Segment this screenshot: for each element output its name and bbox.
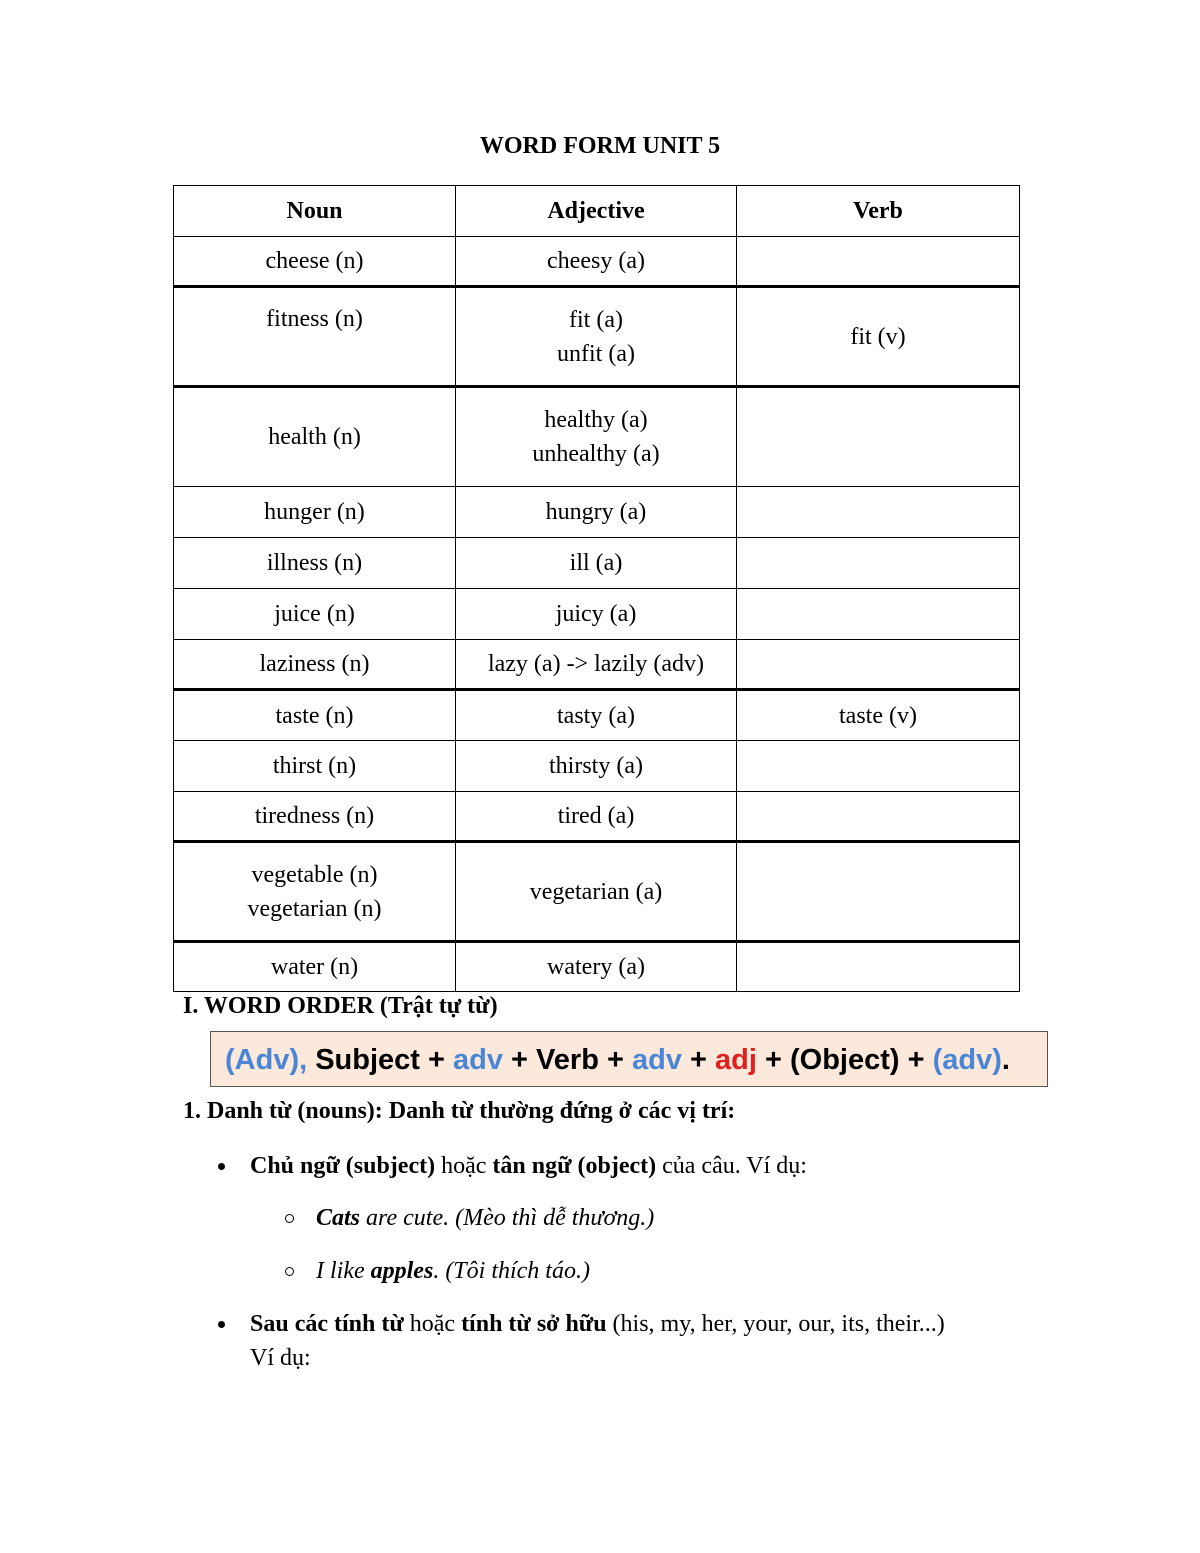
- table-row: [174, 589, 1020, 640]
- adjective-cell: ill (a): [456, 538, 737, 589]
- example-text: are cute. (Mèo thì dễ thương.): [360, 1205, 655, 1231]
- noun-cell: taste (n): [174, 690, 456, 741]
- hollow-bullet-icon: [285, 1214, 294, 1223]
- table-row: [174, 487, 1020, 538]
- adjective-cell: tasty (a): [456, 690, 737, 741]
- table-header-row: [174, 186, 1020, 237]
- verb-cell: [737, 487, 1020, 538]
- formula-part: + Verb +: [503, 1044, 632, 1076]
- formula-part: .: [1001, 1044, 1010, 1076]
- adjective-cell: healthy (a) unhealthy (a): [456, 387, 737, 487]
- adjective-cell: lazy (a) -> lazily (adv): [456, 640, 737, 690]
- bullet-text: của câu. Ví dụ:: [656, 1153, 807, 1179]
- bullet-text: Ví dụ:: [250, 1345, 311, 1371]
- formula-part: adj: [715, 1044, 757, 1076]
- table-row: [174, 538, 1020, 589]
- formula-part: adv: [453, 1044, 503, 1076]
- verb-cell: [737, 942, 1020, 992]
- noun-cell: thirst (n): [174, 741, 456, 792]
- noun-cell: laziness (n): [174, 640, 456, 690]
- table-row: [174, 237, 1020, 287]
- adjective-cell: watery (a): [456, 942, 737, 992]
- verb-cell: fit (v): [737, 287, 1020, 387]
- bullet-text: (his, my, her, your, our, its, their...): [606, 1311, 945, 1337]
- table-row: [174, 942, 1020, 992]
- word-order-formula: [210, 1031, 1048, 1087]
- noun-cell: hunger (n): [174, 487, 456, 538]
- verb-cell: taste (v): [737, 690, 1020, 741]
- formula-part: +: [681, 1044, 716, 1076]
- table-row: [174, 792, 1020, 842]
- example-bold-word: apples: [370, 1258, 434, 1284]
- header-verb: Verb: [737, 186, 1020, 237]
- page-title: WORD FORM UNIT 5: [479, 133, 721, 159]
- verb-cell: [737, 589, 1020, 640]
- table-row: [174, 640, 1020, 690]
- adjective-cell: thirsty (a): [456, 741, 737, 792]
- adjective-cell: hungry (a): [456, 487, 737, 538]
- noun-cell: tiredness (n): [174, 792, 456, 842]
- bullet-bold-term: Chủ ngữ (subject): [250, 1153, 436, 1179]
- formula-part: + (Object) +: [756, 1044, 933, 1076]
- bullet-dot-icon: [218, 1163, 225, 1170]
- verb-cell: [737, 842, 1020, 942]
- noun-cell: cheese (n): [174, 237, 456, 287]
- verb-cell: [737, 640, 1020, 690]
- adjective-cell: tired (a): [456, 792, 737, 842]
- word-form-table: [173, 185, 1020, 992]
- bullet-bold-term: Sau các tính từ: [250, 1311, 404, 1337]
- table-row: [174, 842, 1020, 942]
- hollow-bullet-icon: [285, 1267, 294, 1276]
- example-bold-word: Cats: [316, 1205, 361, 1231]
- formula-part: (adv): [932, 1044, 1002, 1076]
- verb-cell: [737, 792, 1020, 842]
- noun-cell: illness (n): [174, 538, 456, 589]
- example-text: . (Tôi thích táo.): [433, 1258, 590, 1284]
- header-noun: Noun: [174, 186, 456, 237]
- bullet-dot-icon: [218, 1321, 225, 1328]
- bullet-text: hoặc: [435, 1153, 493, 1179]
- noun-cell: health (n): [174, 387, 456, 487]
- bullet-text: hoặc: [403, 1311, 462, 1337]
- header-adjective: Adjective: [456, 186, 737, 237]
- adjective-cell: fit (a) unfit (a): [456, 287, 737, 387]
- verb-cell: [737, 741, 1020, 792]
- formula-part: adv: [631, 1044, 682, 1076]
- verb-cell: [737, 538, 1020, 589]
- formula-part: Subject +: [315, 1044, 454, 1076]
- noun-cell: water (n): [174, 942, 456, 992]
- bullet-bold-term: tân ngữ (object): [492, 1153, 657, 1179]
- formula-part: (Adv),: [225, 1044, 316, 1076]
- adjective-cell: vegetarian (a): [456, 842, 737, 942]
- example-text: I like: [316, 1258, 371, 1284]
- adjective-cell: cheesy (a): [456, 237, 737, 287]
- bullet-bold-term: tính từ sở hữu: [461, 1311, 607, 1337]
- table-row: [174, 690, 1020, 741]
- table-row: [174, 741, 1020, 792]
- verb-cell: [737, 387, 1020, 487]
- verb-cell: [737, 237, 1020, 287]
- section-heading-word-order: I. WORD ORDER (Trật tự từ): [183, 993, 498, 1019]
- subsection-heading-nouns: 1. Danh từ (nouns): Danh từ thường đứng ở các vị trí:: [183, 1098, 736, 1124]
- noun-cell: vegetable (n) vegetarian (n): [174, 842, 456, 942]
- noun-cell: fitness (n): [174, 287, 456, 387]
- noun-cell: juice (n): [174, 589, 456, 640]
- table-row: [174, 387, 1020, 487]
- table-row: [174, 287, 1020, 387]
- adjective-cell: juicy (a): [456, 589, 737, 640]
